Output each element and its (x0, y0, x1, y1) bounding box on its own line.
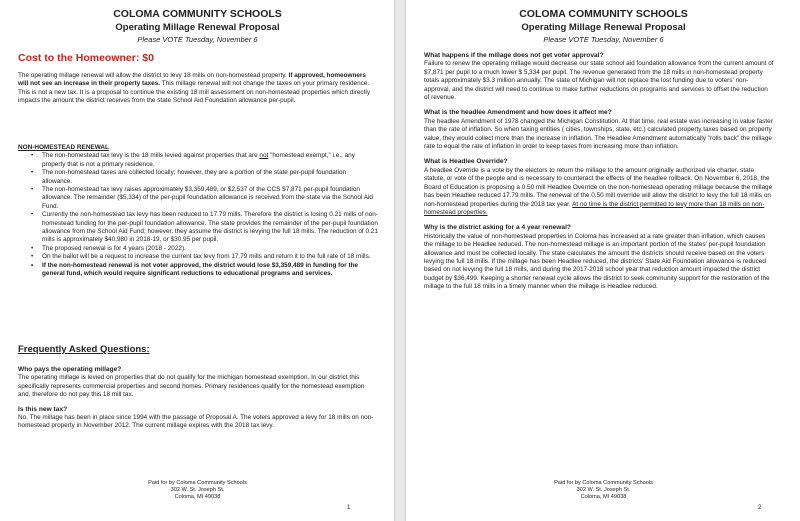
answer: The operating millage is levied on properties that do not qualify for the michigan homestead exemption. In our district this specifically represents commercial properties and second homes. Primary residences qualify for the homestead exemption and, therefore do not pay this 18 mill tax. (18, 374, 365, 399)
answer: Historically the value of non-homestead properties in Coloma has increased at a rate greater than inflation, which causes the millage to be Headlee reduced. The non-homestead millage is an important portion of the states' per-pupil foundation allowance and must be collected locally. The state calculates the amount the districts should receive based on the voters levying the full 18 mills. If the millage has been Headlee reduced, the districts' State Aid Foundation allowance is reduced based on not levying the full 18 mills, and during the 2017-2018 school year that reduction amount impacted the district budget by $36,499. Keeping a shorter renewal cycle allows the district to seek community support for the restoration of the millage to the full 18 mills in a timely manner when the millage is Headlee reduced. (424, 232, 770, 291)
question: Who pays the operating millage? (18, 366, 122, 373)
page-gap (395, 0, 405, 521)
list-item: • The non-homestead tax levy raises approximately $3,359,489, or $2,537 of the CCS $7,871 per-pupil foundation allowance. The remainder ($5,334) of the per-pupil foundation allowance is received from the state via the School Aid Fund. (42, 186, 378, 211)
question: What is the headlee Amendment and how does it affect me? (424, 109, 612, 117)
faq-block (18, 366, 378, 431)
intro-text: The operating millage renewal will allow the district to levy 18 mills on non-homestead property. (18, 72, 287, 79)
question: What happens if the millage does not get voter approval? (424, 52, 604, 59)
page-2 (405, 0, 800, 521)
page-title: COLOMA COMMUNITY SCHOOLS (113, 8, 282, 20)
list-item-text: "homestead exempt," i.e., any property that is not a primary residence. (42, 152, 355, 168)
list-item: • Currently the non-homestead tax levy has been reduced to 17.79 mills. Therefore the district is losing 0.21 mills of non-homestead funding for the per-pupil foundation allowance. The state provides the remainder of the per-pupil foundation allowance from the School Aid Fund; however, they assume the district is levying the full 18 mills. The reduction of 0.21 mills is approximately $40,980 in 2018-19, or $30.95 per pupil. (42, 211, 378, 245)
footer-line: 302 W. St. Joseph St. (576, 487, 631, 493)
question: What is Headlee Override? (424, 158, 508, 166)
page-1 (0, 0, 395, 521)
answer (424, 167, 774, 217)
bullet-list (18, 152, 378, 278)
answer-text: A headlee Override is a vote by the electors to return the millage to the amount originally authorized via charter, state statute, or vote of the people and is necessary to counteract the effects of the headlee rollback. On November 6, 2018, the Board of Education is proposing a 0.50 mill Headlee Override on the non-homestead operating millage because the millage has been Headlee reduced 17.79 mills. The renewal of the 0.50 mill override will allow the district to levy the full 18 mills on non-homestead properties during the 2018 tax year. (424, 166, 773, 208)
answer: The headlee Amendment of 1978 changed the Michigan Constitution. At that time, real estate was increasing in value faster than the rate of inflation. So when taxing entities ( cities, townships, state, etc.) calculated property taxes based on property value, they would collect more than the increase in inflation. The Headlee Amendment automatically "rolls back" the millage rate to equal the rate of inflation in order to keep taxes from increasing more than inflation. (424, 117, 773, 151)
answer: No. The millage has been in place since 1994 with the passage of Proposal A. The voters approved a levy for 18 mills on non-homestead property in November 2012. The current millage expires with the 2018 tax levy. (18, 414, 374, 430)
intro-text-2: This millage renewal will not change the taxes on your primary residence. This is not a new tax. It is a proposal to continue the existing 18 mill assessment on non-homestead properties which directly impacts the amount the district receives from the state School Aid Foundation allowance per-pupil. (18, 80, 371, 105)
footer-line: 302 W. St. Joseph St. (170, 487, 225, 493)
footer-line: Paid for by Coloma Community Schools (554, 480, 653, 486)
list-item: • If the non-homestead renewal is not voter approved, the district would lose $3,359,489 in funding for the general fund, which would require significant reductions to educational programs and services. (42, 262, 378, 279)
page-subtitle: Operating Millage Renewal Proposal (521, 22, 686, 33)
list-item: • On the ballot will be a request to increase the current tax levy from 17.79 mills and return it to the full rate of 18 mills. (42, 253, 378, 261)
question: Why is the district asking for a 4 year renewal? (424, 224, 571, 232)
page-number: 1 (347, 505, 351, 511)
intro-paragraph (18, 72, 378, 106)
vote-date: Please VOTE Tuesday, November 6 (137, 35, 258, 44)
footer (0, 480, 395, 501)
vote-date: Please VOTE Tuesday, November 6 (543, 35, 664, 44)
footer-line: Coloma, MI 49038 (580, 494, 627, 500)
question: Is this new tax? (18, 405, 68, 413)
underlined-text: At no time is the district permitted to levy more than 18 mills on non-homestead properties. (424, 200, 765, 216)
cost-heading: Cost to the Homeowner: $0 (18, 52, 154, 64)
section-heading: NON-HOMESTEAD RENEWAL (18, 144, 109, 151)
footer (406, 480, 800, 501)
non-homestead-section (18, 144, 378, 279)
list-item (42, 152, 378, 169)
page-number: 2 (758, 505, 762, 511)
list-item: • The non-homestead taxes are collected locally; however, they are a portion of the state per-pupil foundation allowance. (42, 169, 378, 186)
intro-bold-text: If approved, homeowners will not see an increase in their property taxes. (18, 72, 366, 88)
faq-block (424, 52, 774, 292)
footer-line: Coloma, MI 49038 (174, 494, 221, 500)
faq-heading: Frequently Asked Questions: (18, 344, 150, 355)
answer: Failure to renew the operating millage would decrease our state school aid foundation allowance from the current amount of $7,871 per pupil to a much lower $ 5,334 per pupil. The revenue generated from the 18 mills in non-homestead property totals approximately $3.3 million annually. The state of Michigan will not replace the lost funding due to voters' non-approval, and the district will need to continue to make further reductions on programs and services to offset the reduction of revenue. (424, 60, 774, 102)
page-subtitle: Operating Millage Renewal Proposal (115, 22, 280, 33)
underlined-text: not (259, 152, 269, 160)
list-item: • The proposed renewal is for 4 years (2018 - 2022). (42, 245, 378, 253)
footer-line: Paid for by Coloma Community Schools (148, 480, 247, 486)
page-title: COLOMA COMMUNITY SCHOOLS (519, 8, 688, 20)
list-item-text: The non-homestead tax levy is the 18 mills levied against properties that are (42, 152, 260, 160)
